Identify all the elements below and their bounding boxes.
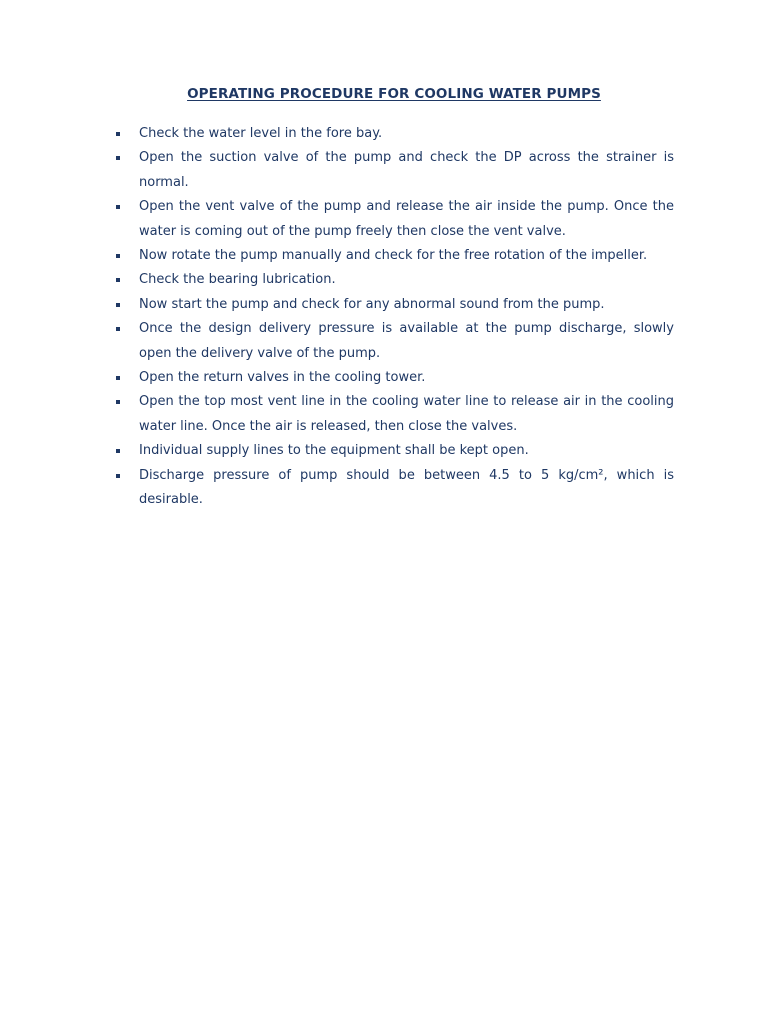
step-text: Now start the pump and check for any abnormal sound from the pump. — [139, 296, 605, 312]
square-bullet-icon — [116, 400, 120, 404]
step-text: Once the design delivery pressure is available at the pump discharge, slowly open the delivery valve of the pump. — [139, 321, 674, 361]
list-item — [114, 268, 674, 292]
list-item — [114, 293, 674, 317]
list-item — [114, 195, 674, 244]
list-item — [114, 244, 674, 268]
list-item — [114, 366, 674, 390]
step-text: Open the suction valve of the pump and check the DP across the strainer is normal. — [139, 150, 674, 190]
square-bullet-icon — [116, 449, 120, 453]
step-text: Open the top most vent line in the cooling water line to release air in the cooling water line. Once the air is released, then close the valves. — [139, 394, 674, 434]
list-item — [114, 122, 674, 146]
step-text: Check the water level in the fore bay. — [139, 126, 383, 141]
step-text: Now rotate the pump manually and check for the free rotation of the impeller. — [139, 248, 648, 264]
list-item — [114, 464, 674, 513]
square-bullet-icon — [116, 327, 120, 331]
step-text: Discharge pressure of pump should be between 4.5 to 5 kg/cm², which is desirable. — [139, 467, 674, 508]
square-bullet-icon — [116, 254, 120, 258]
procedure-list — [114, 122, 674, 513]
list-item — [114, 317, 674, 366]
square-bullet-icon — [116, 132, 120, 136]
step-text: Open the return valves in the cooling tower. — [139, 370, 426, 386]
step-text: Open the vent valve of the pump and release the air inside the pump. Once the water is coming out of the pump freely then close the vent valve. — [139, 199, 674, 239]
square-bullet-icon — [116, 278, 120, 282]
page-title: OPERATING PROCEDURE FOR COOLING WATER PUMPS — [187, 86, 601, 102]
step-text: Check the bearing lubrication. — [139, 272, 336, 288]
square-bullet-icon — [116, 205, 120, 209]
list-item — [114, 439, 674, 463]
list-item — [114, 146, 674, 195]
square-bullet-icon — [116, 303, 120, 307]
square-bullet-icon — [116, 156, 120, 160]
square-bullet-icon — [116, 376, 120, 380]
square-bullet-icon — [116, 474, 120, 478]
step-text: Individual supply lines to the equipment shall be kept open. — [139, 443, 529, 459]
list-item — [114, 390, 674, 439]
